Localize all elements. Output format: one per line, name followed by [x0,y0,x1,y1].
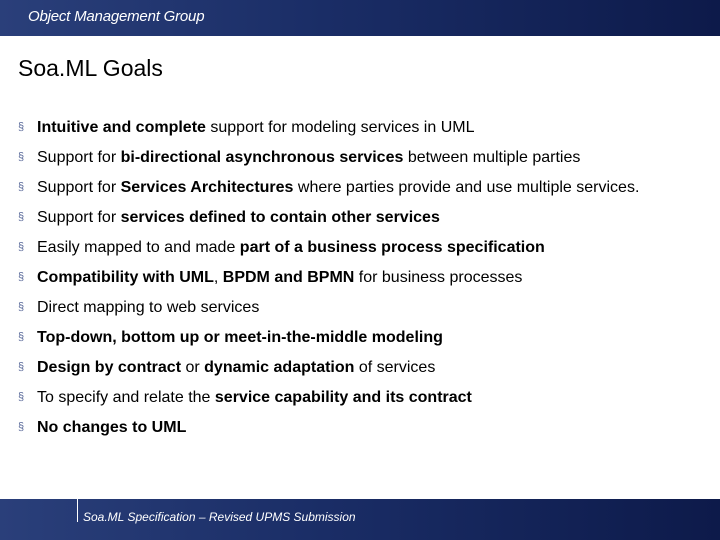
bullet-text: , [213,269,223,286]
bullet-marker-icon: § [18,181,25,193]
bullet-item [18,118,678,137]
bullet-marker-icon: § [18,391,25,403]
bullet-marker-icon: § [18,331,25,343]
bullet-text: Support for [37,149,121,166]
bullet-marker-icon: § [18,211,25,223]
bullet-text: Support for [37,209,121,226]
bullet-marker-icon: § [18,301,25,313]
bullet-text: Easily mapped to and made [37,239,240,256]
bullet-marker-icon: § [18,121,25,133]
bullet-marker-icon: § [18,361,25,373]
bullet-item [18,238,678,257]
footer-divider [77,499,78,522]
bullet-marker-icon: § [18,151,25,163]
bullet-item [18,178,678,197]
bullet-marker-icon: § [18,241,25,253]
bullet-item [18,328,678,347]
bullet-text: of services [354,359,436,376]
bullet-bold-text: part of a business process specification [239,239,545,256]
footer-caption: Soa.ML Specification – Revised UPMS Submission [83,510,356,524]
bullet-bold-text: Intuitive and complete [37,119,206,136]
bullet-bold-text: service capability and its contract [214,389,472,406]
bullet-item [18,388,678,407]
bullet-text: between multiple parties [403,149,581,166]
bullet-item [18,418,678,437]
slide-title: Soa.ML Goals [18,55,163,81]
bullet-text: Support for [37,179,121,196]
bullet-item [18,268,678,287]
bullet-bold-text: Design by contract [37,359,182,376]
bullet-text: or [181,359,205,376]
bullet-bold-text: Compatibility with UML [37,269,214,286]
bullet-bold-text: services defined to contain other services [120,209,440,226]
bullet-item [18,148,678,167]
bullet-item [18,358,678,377]
bullet-text: Direct mapping to web services [37,299,260,316]
bullet-text: support for modeling services in UML [205,119,475,136]
bullet-bold-text: dynamic adaptation [204,359,355,376]
header-organization: Object Management Group [28,8,205,25]
bullet-text: where parties provide and use multiple services. [293,179,640,196]
bullet-item [18,298,678,317]
bullet-marker-icon: § [18,271,25,283]
bullet-bold-text: No changes to UML [37,419,187,436]
bullet-bold-text: BPDM and BPMN [222,269,355,286]
bullet-text: To specify and relate the [37,389,215,406]
bullet-bold-text: Services Architectures [120,179,294,196]
bullet-item [18,208,678,227]
bullet-marker-icon: § [18,421,25,433]
bullet-list [18,118,678,448]
bullet-text: for business processes [354,269,523,286]
bullet-bold-text: Top-down, bottom up or meet-in-the-middle modeling [37,329,443,346]
bullet-bold-text: bi-directional asynchronous services [120,149,404,166]
